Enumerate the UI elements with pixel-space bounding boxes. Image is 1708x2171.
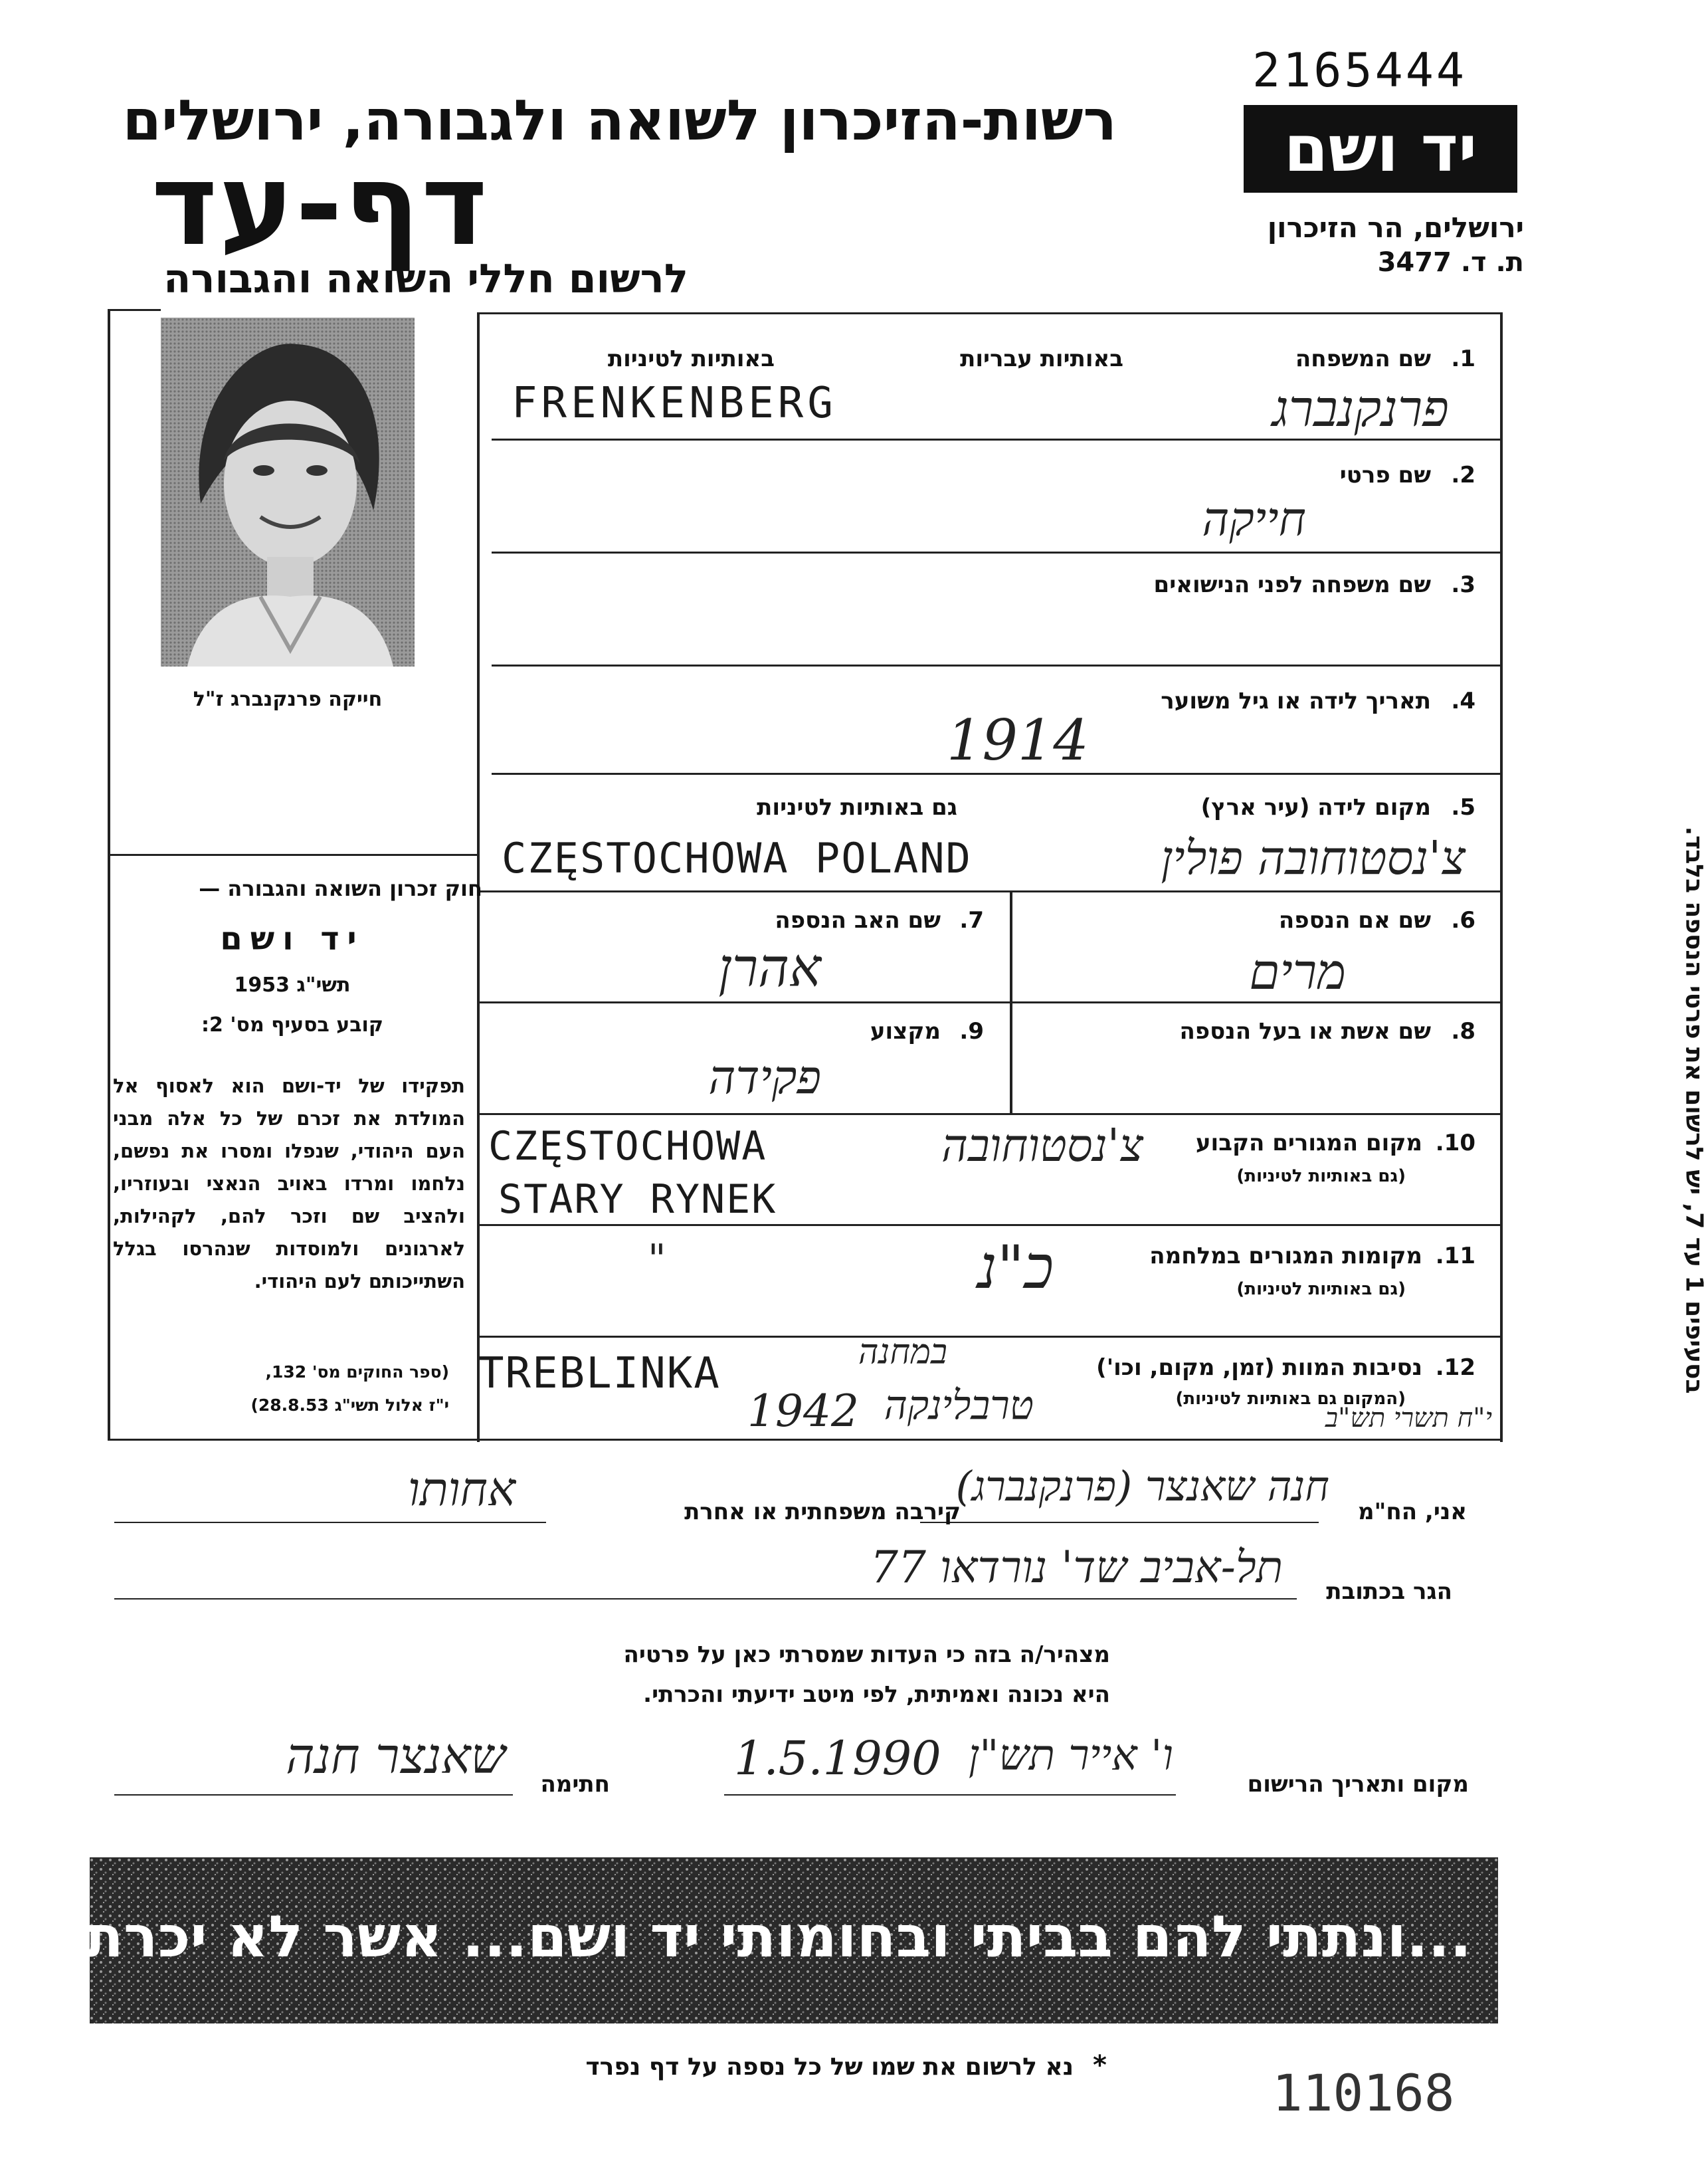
field-9-value[interactable]: פקידה: [708, 1050, 821, 1104]
field-9-number: 9.: [959, 1018, 984, 1045]
side-instruction: בסעיפים 1 עד 7, יש לרשום את פרטי הנספה בלבד.: [1680, 826, 1708, 1394]
field-11-number: 11.: [1435, 1243, 1475, 1269]
field-12-value-place[interactable]: טרבלינקה: [884, 1382, 1034, 1429]
law-reference-1: (ספר החוקים מס' 132,: [265, 1362, 449, 1382]
field-11-sublabel: (גם באותיות לטיניות): [1236, 1279, 1406, 1299]
footer-note: נא לרשום את שמו של כל נספה על דף נפרד: [585, 2053, 1074, 2081]
field-11-label: מקומות המגורים במלחמה: [1149, 1243, 1422, 1269]
authority-title: רשות-הזיכרון לשואה ולגבורה, ירושלים: [122, 88, 1117, 153]
field-5-label: מקום לידה (עיר ארץ): [1200, 794, 1431, 821]
field-5-value-hebrew[interactable]: צ'נסטוחובה פולין: [1161, 831, 1466, 885]
frame-right-border: [1500, 312, 1503, 1442]
frame-top-right: [480, 312, 1503, 314]
field-2-value[interactable]: חייקה: [1202, 492, 1306, 546]
row-divider: [480, 890, 1503, 892]
declarant-name[interactable]: חנה שאנצר (פרנקנברג): [955, 1462, 1329, 1510]
row-divider: [492, 552, 1501, 554]
field-5-col-latin: גם באותיות לטיניות: [757, 794, 957, 821]
field-8-number: 8.: [1451, 1018, 1475, 1045]
row-divider: [480, 1113, 1503, 1115]
signature-line: [114, 1794, 513, 1796]
field-5-number: 5.: [1451, 794, 1475, 821]
footer-number: 110168: [1272, 2063, 1455, 2122]
field-4-label: תאריך לידה או גיל משוער: [1161, 688, 1431, 714]
field-10-sublabel: (גם באותיות לטיניות): [1236, 1166, 1406, 1186]
declarant-intro: אני, הח"מ: [1358, 1499, 1467, 1525]
field-1-label: שם המשפחה: [1295, 346, 1431, 372]
field-2-number: 2.: [1451, 462, 1475, 488]
field-7-label: שם האב הנספה: [775, 907, 941, 934]
law-heading: חוק זכרון השואה והגבורה —: [199, 876, 482, 901]
row-divider: [492, 665, 1501, 667]
frame-top-left: [108, 309, 161, 311]
signature[interactable]: שאנצר חנה: [286, 1728, 506, 1785]
footer-star: *: [1093, 2050, 1107, 2081]
law-text: תפקידו של יד-ושם הוא לאסוף אל המולדת את זכרם של כל אלה מבני העם היהודי, שנפלו ומסרו את נפשם, נלחמו ומרדו באויב הנאצי ובעוזריו, ולהציב שם וזכר להם, לקהילות, לארגונים ולמוסדות שנהרסו בגלל השתייכותם לעם היהודי.: [113, 1075, 465, 1292]
field-3-label: שם משפחה לפני הנישואים: [1153, 571, 1431, 598]
institution-pobox: ת. ד. 3477: [1377, 247, 1524, 278]
row-divider: [492, 439, 1501, 441]
row-divider: [480, 1001, 1503, 1003]
field-9-label: מקצוע: [870, 1018, 941, 1045]
field-1-col-latin: באותיות לטיניות: [607, 346, 775, 372]
photo-caption: חייקה פרנקנברג ז"ל: [193, 688, 383, 711]
frame-bottom: [108, 1439, 1503, 1441]
field-10-number: 10.: [1435, 1130, 1475, 1156]
field-10-value-latin-1[interactable]: CZĘSTOCHOWA: [488, 1123, 767, 1170]
field-10-value-latin-2[interactable]: STARY RYNEK: [498, 1176, 777, 1223]
field-1-value-latin[interactable]: FRENKENBERG: [512, 379, 837, 428]
declarant-name-line: [920, 1522, 1319, 1523]
banner-quote: ...ונתתי להם בביתי ובחומותי יד ושם... אשר לא יכרת: [84, 1904, 1471, 1970]
field-7-value[interactable]: אהרן: [718, 937, 821, 999]
registration-date[interactable]: 1.5.1990: [734, 1731, 941, 1786]
left-divider: [108, 854, 477, 856]
law-year: תשי"ג 1953: [234, 974, 351, 997]
law-clause: קובע בסעיף מס' 2:: [201, 1013, 383, 1037]
field-12-value-year[interactable]: 1942: [747, 1386, 859, 1437]
field-12-value-date[interactable]: י"ח תשרי תש"ב: [1325, 1403, 1492, 1433]
field-12-value-latin[interactable]: TREBLINKA: [478, 1349, 721, 1398]
law-reference-2: י"ז אלול תשי"ג 28.8.53): [250, 1396, 449, 1415]
page-subtitle: לרשום חללי השואה והגבורה: [163, 256, 688, 302]
statement-line-2: היא נכונה ואמיתית, לפי מיטב ידיעתי והכרתי.: [643, 1681, 1110, 1708]
field-4-value[interactable]: 1914: [947, 708, 1089, 773]
field-5-value-latin[interactable]: CZĘSTOCHOWA POLAND: [502, 834, 972, 882]
field-12-sublabel: (המקום גם באותיות לטיניות): [1175, 1389, 1406, 1409]
field-1-col-hebrew: באותיות עבריות: [960, 346, 1123, 372]
registration-hebrew-date[interactable]: ו' אייר תש"ן: [968, 1731, 1173, 1780]
field-12-number: 12.: [1435, 1354, 1475, 1381]
row-divider: [492, 773, 1501, 775]
logo-text: יד ושם: [1283, 112, 1477, 186]
address-label: הגר בכתובת: [1326, 1578, 1452, 1605]
law-name: יד ושם: [220, 920, 365, 958]
field-10-label: מקום המגורים הקבוע: [1195, 1130, 1422, 1156]
row-divider: [480, 1224, 1503, 1226]
rows-6-9-divider: [1010, 890, 1012, 1113]
field-11-ditto: ": [648, 1236, 666, 1283]
quote-banner: [84, 1857, 1498, 2023]
field-11-value[interactable]: כ"נ: [977, 1233, 1054, 1302]
relation-label: קירבה משפחתית או אחרת: [684, 1499, 961, 1525]
page-title: דף-עד: [151, 140, 489, 271]
field-10-value-hebrew[interactable]: צ'נסטוחובה: [941, 1120, 1143, 1172]
address-line: [114, 1598, 1297, 1600]
field-6-value[interactable]: מרים: [1249, 944, 1346, 1001]
field-2-label: שם פרטי: [1339, 462, 1431, 488]
place-date-line: [724, 1794, 1176, 1796]
field-7-number: 7.: [959, 907, 984, 934]
yad-vashem-logo: [1244, 105, 1517, 193]
field-1-value-hebrew[interactable]: פרנקנברג: [1272, 379, 1449, 438]
field-6-number: 6.: [1451, 907, 1475, 934]
relation-value[interactable]: אחותו: [408, 1462, 516, 1516]
field-1-number: 1.: [1451, 346, 1475, 372]
field-12-value-camp[interactable]: במחנה: [858, 1332, 947, 1372]
field-3-number: 3.: [1451, 571, 1475, 598]
statement-line-1: מצהיר/ה בזה כי העדות שמסרתי כאן על פרטיה: [623, 1641, 1110, 1668]
document-number: 2165444: [1252, 43, 1468, 98]
field-12-label: נסיבות המוות (זמן, מקום, וכו'): [1096, 1354, 1422, 1381]
field-8-label: שם אשת או בעל הנספה: [1179, 1018, 1431, 1045]
field-4-number: 4.: [1451, 688, 1475, 714]
field-6-label: שם אם הנספה: [1278, 907, 1431, 934]
relation-line: [114, 1522, 546, 1523]
portrait-image: [161, 318, 415, 667]
row-divider: [480, 1336, 1503, 1338]
place-date-label: מקום ותאריך הרישום: [1247, 1771, 1469, 1798]
address-value[interactable]: תל-אביב שד' נורדאו 77: [870, 1542, 1283, 1593]
frame-left-border: [108, 309, 110, 1439]
institution-address: ירושלים, הר הזיכרון: [1267, 211, 1524, 244]
victim-photo: [161, 318, 415, 667]
signature-label: חתימה: [540, 1771, 610, 1798]
